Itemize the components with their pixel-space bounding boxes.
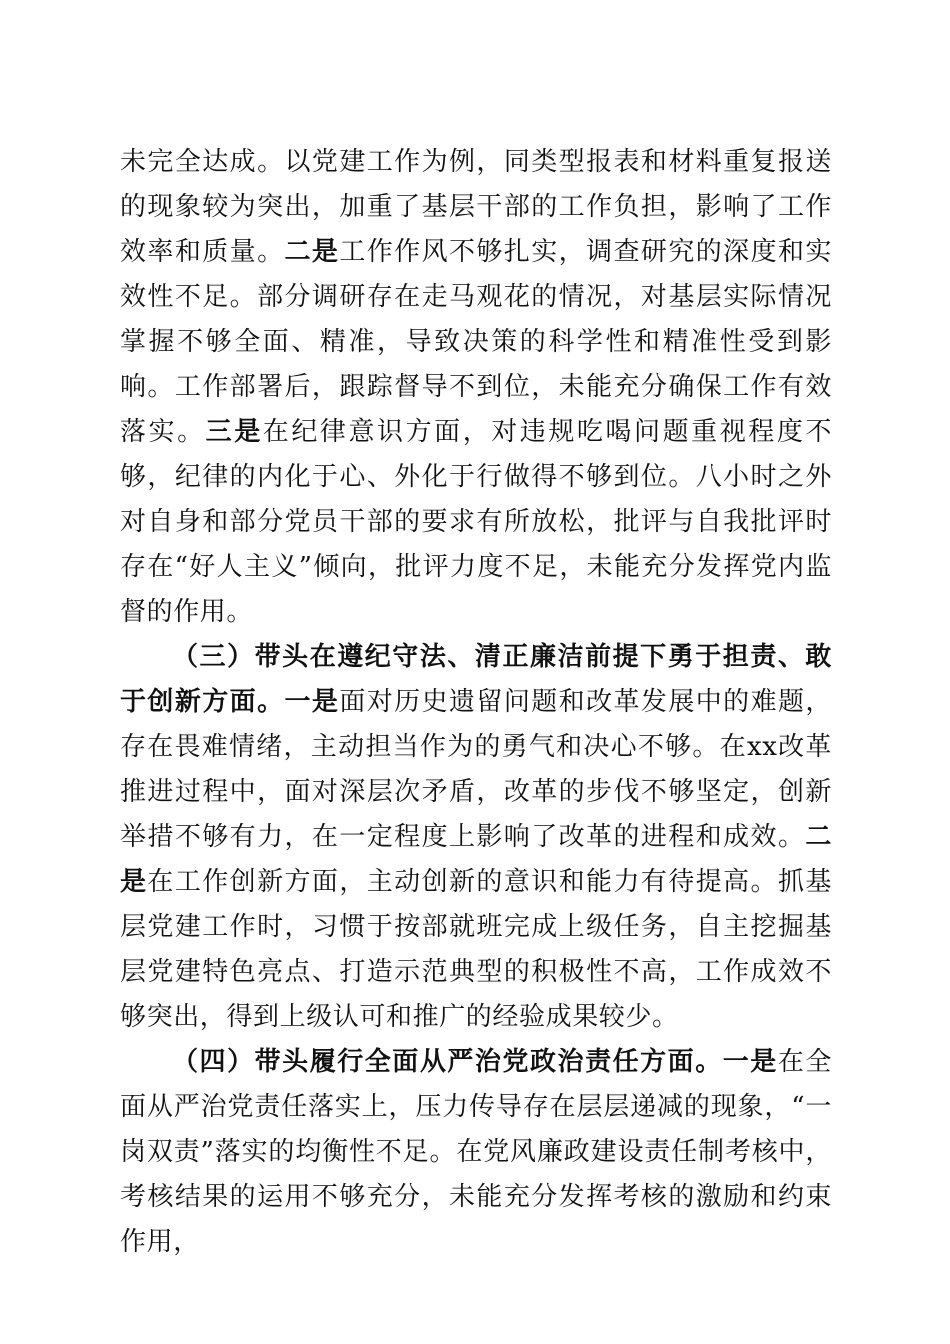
section-heading-four: （四）带头履行全面从严治党政治责任方面。 (172, 1047, 723, 1077)
text-run: 在工作创新方面，主动创新的意识和能力有待提高。抓基层党建工作时，习惯于按部就班完成上级任务，自主挖掘基层党建特色亮点、打造示范典型的积极性不高，工作成效不够突出，得到上级认可和推广的经验成果较少。 (120, 867, 832, 1032)
section-heading-three: （三）带头在遵纪守法、清正廉洁前提下勇于担责、敢于创新方面。 (120, 642, 832, 717)
text-run: 面对历史遗留问题和改革发展中的难题，存在畏难情绪，主动担当作为的勇气和决心不够。在xx改革推进过程中，面对深层次矛盾，改革的步伐不够坚定，创新举措不够有力，在一定程度上影响了改革的进程和成效。 (120, 687, 832, 852)
paragraph-continuation (120, 140, 832, 635)
document-body (120, 140, 832, 1265)
text-run: 在全面从严治党责任落实上，压力传导存在层层递减的现象，“一岗双责”落实的均衡性不足。在党风廉政建设责任制考核中，考核结果的运用不够充分，未能充分发挥考核的激励和约束作用， (120, 1047, 832, 1257)
paragraph-section-four (120, 1040, 832, 1265)
bold-marker-first: 一是 (722, 1047, 778, 1077)
text-run: 工作作风不够扎实，调查研究的深度和实效性不足。部分调研存在走马观花的情况，对基层实际情况掌握不够全面、精准，导致决策的科学性和精准性受到影响。工作部署后，跟踪督导不到位，未能充分确保工作有效落实。 (120, 237, 832, 447)
text-run: 未完全达成。以党建工作为例，同类型报表和材料重复报送的现象较为突出，加重了基层干部的工作负担，影响了工作效率和质量。 (120, 147, 832, 267)
paragraph-section-three (120, 635, 832, 1040)
bold-marker-third: 三是 (205, 417, 263, 447)
bold-marker-second: 二是 (120, 822, 832, 897)
bold-marker-second: 二是 (284, 237, 340, 267)
text-run: 在纪律意识方面，对违规吃喝问题重视程度不够，纪律的内化于心、外化于行做得不够到位。八小时之外对自身和部分党员干部的要求有所放松，批评与自我批评时存在“好人主义”倾向，批评力度不足，未能充分发挥党内监督的作用。 (120, 417, 832, 627)
bold-marker-first: 一是 (284, 687, 340, 717)
